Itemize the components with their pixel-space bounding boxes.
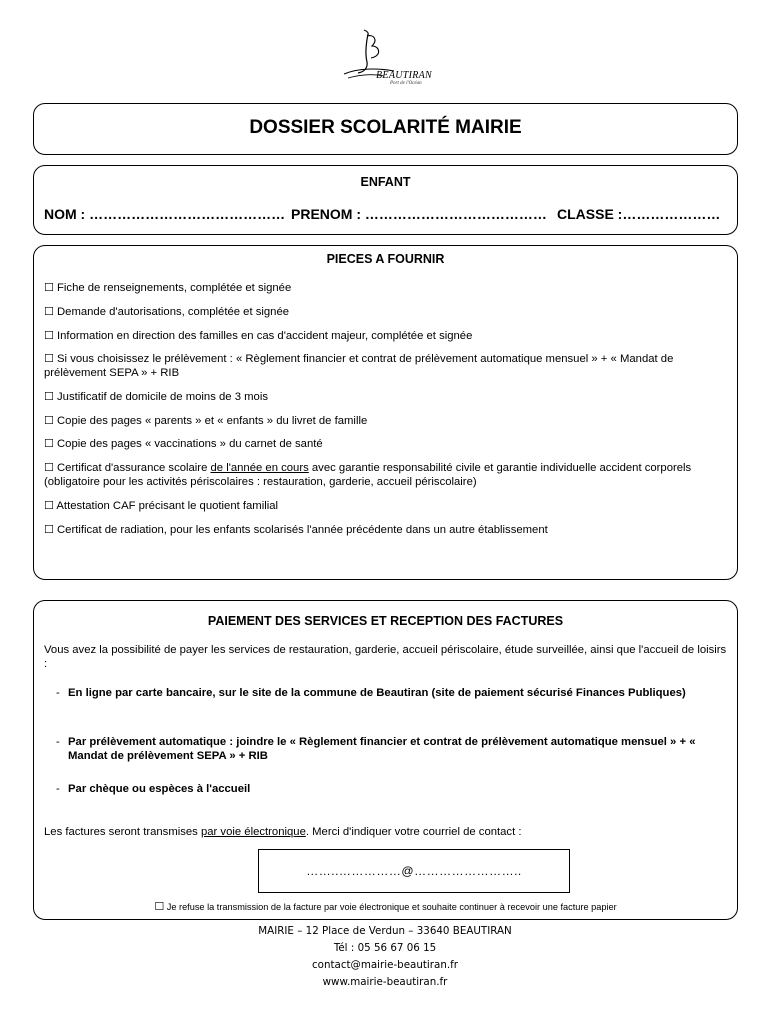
footer-address: MAIRIE – 12 Place de Verdun – 33640 BEAUTIRAN <box>258 925 512 937</box>
nom-field[interactable]: NOM : …………………………………… <box>44 206 286 222</box>
logo-tagline: Port de l'Océan <box>390 81 422 86</box>
classe-field[interactable]: CLASSE :………………… <box>557 206 721 222</box>
checkbox-icon[interactable]: ☐ <box>44 499 54 512</box>
footer-web: www.mairie-beautiran.fr <box>322 976 448 988</box>
piece-item-certificat: ☐ Certificat d'assurance scolaire de l'année en cours avec garantie responsabilité civile et garantie individuelle accident corporels (obligatoire pour les activités périscolaires : restauration, garderie, accueil périscolaire) <box>44 461 692 488</box>
refuse-paper-option: ☐ Je refuse la transmission de la facture par voie électronique et souhaite continuer à recevoir une facture papier <box>154 900 617 913</box>
email-placeholder: ……..……………@…………………….. <box>306 864 522 878</box>
piece-item: ☐ Si vous choisissez le prélèvement : « Règlement financier et contrat de prélèvement automatique mensuel » + « Mandat de prélèvement SEPA » + RIB <box>44 352 674 379</box>
email-field[interactable] <box>258 849 570 893</box>
checkbox-icon[interactable]: ☐ <box>44 390 54 403</box>
checkbox-icon[interactable]: ☐ <box>154 900 165 913</box>
checkbox-icon[interactable]: ☐ <box>44 352 54 365</box>
piece-item: ☐ Justificatif de domicile de moins de 3 mois <box>44 390 268 403</box>
footer-email: contact@mairie-beautiran.fr <box>312 959 458 971</box>
checkbox-icon[interactable]: ☐ <box>44 523 54 536</box>
piece-item: ☐ Copie des pages « vaccinations » du carnet de santé <box>44 437 323 450</box>
piece-item: ☐ Certificat de radiation, pour les enfants scolarisés l'année précédente dans un autre établissement <box>44 523 548 536</box>
pieces-section <box>33 245 738 580</box>
piece-item: ☐ Information en direction des familles en cas d'accident majeur, complétée et signée <box>44 329 473 342</box>
paiement-intro: Vous avez la possibilité de payer les services de restauration, garderie, accueil périscolaire, étude surveillée, ainsi que l'accueil de loisirs : <box>44 644 727 670</box>
enfant-heading: ENFANT <box>360 175 411 189</box>
piece-item: ☐ Fiche de renseignements, complétée et signée <box>44 281 292 294</box>
pieces-heading: PIECES A FOURNIR <box>326 252 445 266</box>
option-prelevement: - Par prélèvement automatique : joindre le « Règlement financier et contrat de prélèvement automatique mensuel » + « Mandat de prélèvement SEPA » + RIB <box>56 736 696 762</box>
logo-name: BEAUTIRAN <box>376 70 433 81</box>
prenom-field[interactable]: PRENOM : ………………………………… <box>291 206 547 222</box>
title-box <box>33 103 738 155</box>
checkbox-icon[interactable]: ☐ <box>44 305 54 318</box>
piece-item: ☐ Copie des pages « parents » et « enfants » du livret de famille <box>44 414 368 427</box>
option-carte-bancaire: - En ligne par carte bancaire, sur le site de la commune de Beautiran (site de paiement sécurisé Finances Publiques) <box>56 687 686 699</box>
checkbox-icon[interactable]: ☐ <box>44 281 54 294</box>
checkbox-icon[interactable]: ☐ <box>44 414 54 427</box>
page-title: DOSSIER SCOLARITÉ MAIRIE <box>249 117 522 138</box>
paiement-heading: PAIEMENT DES SERVICES ET RECEPTION DES FACTURES <box>207 614 564 628</box>
piece-item: ☐ Attestation CAF précisant le quotient familial <box>44 499 279 512</box>
checkbox-icon[interactable]: ☐ <box>44 329 54 342</box>
checkbox-icon[interactable]: ☐ <box>44 437 54 450</box>
factures-text: Les factures seront transmises par voie électronique. Merci d'indiquer votre courriel de contact : <box>44 826 522 838</box>
enfant-section <box>33 165 738 235</box>
footer-tel: Tél : 05 56 67 06 15 <box>333 942 437 954</box>
piece-item: ☐ Demande d'autorisations, complétée et signée <box>44 305 290 318</box>
option-cheque: - Par chèque ou espèces à l'accueil <box>56 783 251 795</box>
checkbox-icon[interactable]: ☐ <box>44 461 54 474</box>
paiement-section <box>33 600 738 920</box>
